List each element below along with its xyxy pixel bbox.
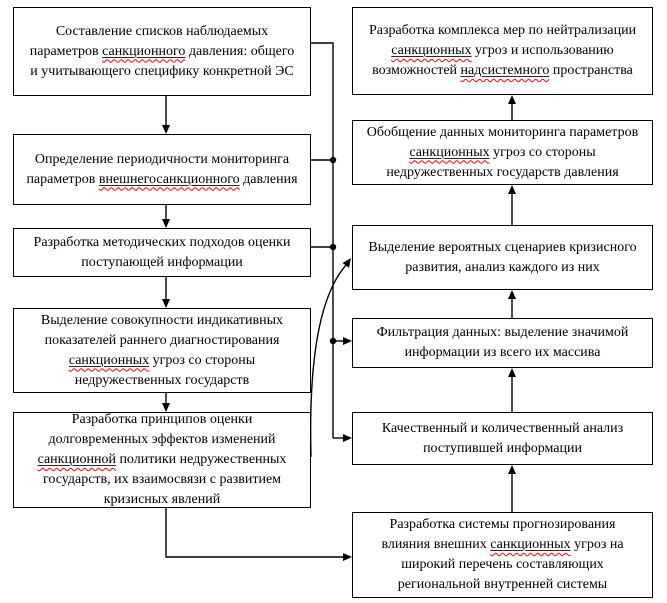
flow-box-neutralization-measures (352, 7, 653, 95)
arrowhead-down-icon (162, 125, 170, 134)
misspelled-word: надсистемного (460, 63, 550, 78)
flow-box-text: Разработка системы прогнозирования влияния внешних санкционных угроз на широкий перечень составляющих региональной внутренней системы (381, 517, 624, 592)
arrowhead-right-icon (343, 434, 352, 442)
arrowhead-down-icon (162, 299, 170, 308)
arrow-l2-to-l3 (162, 205, 170, 228)
flow-box-text: Составление списков наблюдаемых параметров санкционного давления: общего и учитывающего специфику конкретной ЭС (29, 23, 295, 79)
arrowhead-up-icon (508, 95, 516, 104)
misspelled-word: санкционных (409, 144, 490, 160)
misspelled-word: санкционного (102, 43, 186, 59)
arrow-r2-to-r1 (508, 95, 516, 120)
bus-spine (311, 43, 336, 438)
flow-box-monitoring-periodicity (13, 134, 311, 205)
flow-box-text: Выделение вероятных сценариев кризисного развития, анализ каждого из них (368, 239, 637, 275)
arrow-bus-to-r4 (333, 337, 352, 345)
arrow-l5-to-r3-curved (311, 258, 351, 457)
arrow-r5-to-r4 (508, 368, 516, 412)
arrow-l3-to-l4 (162, 277, 170, 308)
junction-dot (330, 157, 336, 163)
arrowhead-up-icon (508, 465, 516, 474)
misspelled-word: санкционной (37, 452, 116, 467)
misspelled-word: санкционных (68, 352, 150, 368)
flow-box-monitoring-data-generalization (352, 120, 653, 185)
flow-box-indicative-indicators (13, 308, 311, 393)
arrowhead-right-icon (343, 553, 352, 561)
arrowhead-up-icon (508, 185, 516, 194)
arrowhead-right-icon (343, 337, 352, 345)
arrow-r6-to-r5 (508, 465, 516, 512)
misspelled-word: внешнегосанкционного (98, 171, 240, 187)
arrow-r4-to-r3 (508, 290, 516, 318)
flow-box-text: Разработка комплекса мер по нейтрализации санкционных угроз и использованию возможностей надсистемного пространства (368, 23, 637, 78)
flow-box-text: Разработка методических подходов оценки поступающей информации (33, 234, 291, 270)
arrow-l5-to-r6 (166, 508, 352, 561)
arrowhead-down-icon (162, 219, 170, 228)
arrowhead-up-icon (508, 290, 516, 299)
flow-box-text: Определение периодичности мониторинга параметров внешнегосанкционного давления (26, 151, 298, 187)
flow-box-text: Качественный и количественный анализ поступившей информации (381, 420, 624, 456)
flow-box-text: Разработка принципов оценки долговременных эффектов изменений санкционной политики недружественных государств, их взаимосвязи с развитием кризисных явлений (37, 412, 287, 507)
flow-box-methodical-approaches (13, 228, 311, 277)
arrowhead-up-icon (508, 368, 516, 377)
arrow-bus-to-r5 (333, 434, 352, 442)
flow-box-data-filtering (352, 318, 653, 368)
misspelled-word: санкционных (391, 43, 472, 58)
flow-box-text: Выделение совокупности индикативных показателей раннего диагностирования санкционных угроз со стороны недружественных государств (40, 312, 284, 388)
flow-box-forecasting-system (352, 512, 653, 598)
junction-dot (330, 244, 336, 250)
flow-box-quality-quantity-analysis (352, 412, 653, 465)
arrow-l1-to-l2 (162, 96, 170, 134)
flow-box-longterm-effects-principles (13, 412, 311, 508)
flow-box-text: Фильтрация данных: выделение значимой информации из всего их массива (376, 325, 629, 360)
arrowhead-upright-icon (343, 258, 352, 268)
misspelled-word: санкционных (490, 537, 571, 552)
flow-box-compile-parameter-lists (13, 7, 311, 96)
flow-box-crisis-scenarios (352, 225, 653, 290)
flow-box-text: Обобщение данных мониторинга параметров санкционных угроз со стороны недружественных государств давления (366, 124, 639, 180)
arrow-r3-to-r2 (508, 185, 516, 225)
